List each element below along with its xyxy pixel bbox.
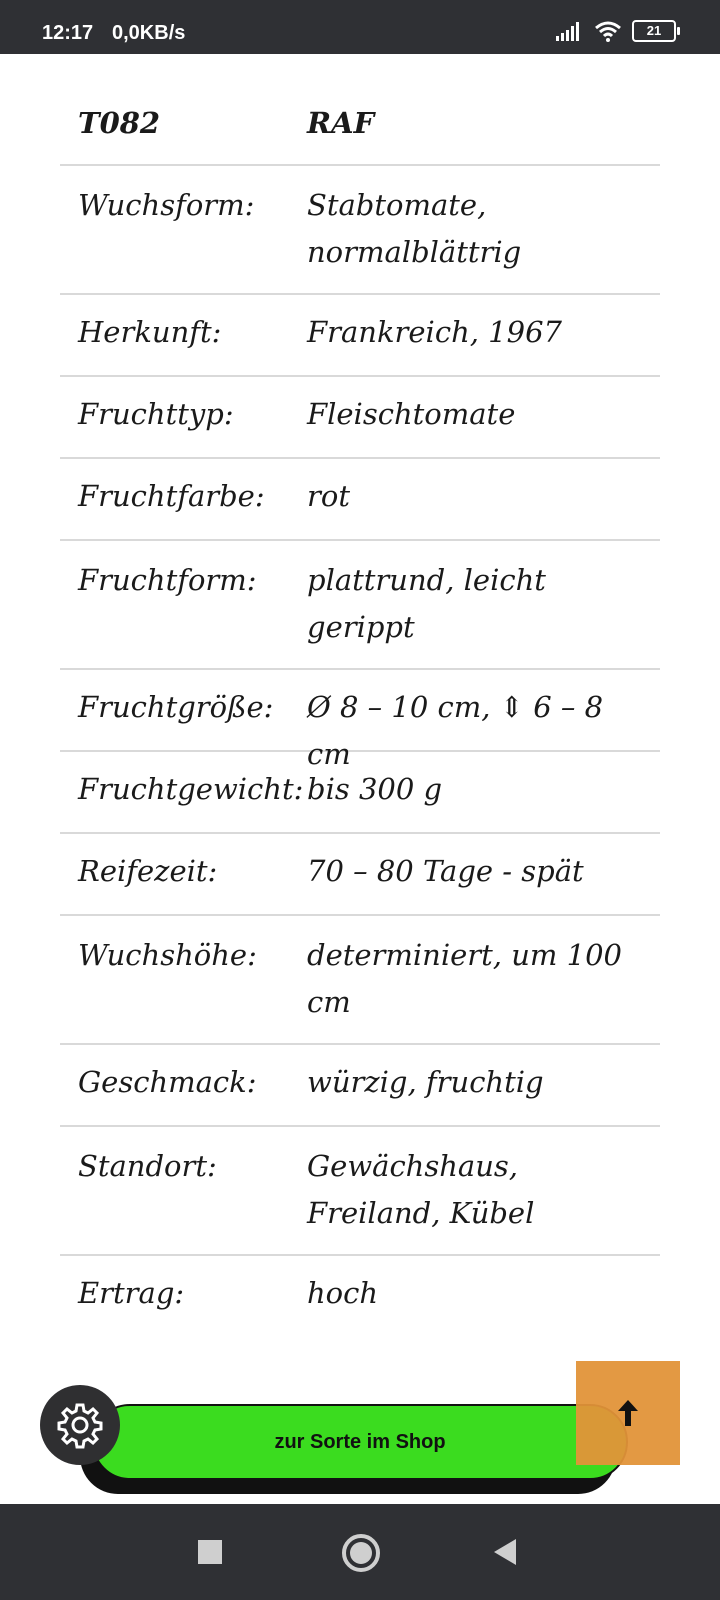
row-label: Wuchshöhe:	[78, 938, 257, 972]
table-header-row	[60, 82, 660, 166]
settings-button[interactable]	[40, 1385, 120, 1465]
table-row	[60, 1256, 660, 1338]
status-icons	[556, 20, 676, 42]
row-value: bis 300 g	[307, 772, 443, 806]
wifi-icon	[594, 20, 622, 42]
row-label: Herkunft:	[78, 315, 222, 349]
row-value: hoch	[307, 1276, 379, 1310]
row-label: Reifezeit:	[78, 854, 218, 888]
table-row	[60, 295, 660, 377]
gear-icon	[56, 1401, 104, 1449]
status-network-speed: 0,0KB/s	[112, 22, 186, 44]
arrow-up-icon	[614, 1398, 642, 1428]
table-row	[60, 541, 660, 670]
row-value: Frankreich, 1967	[307, 315, 562, 349]
row-label: Fruchtform:	[78, 563, 257, 597]
home-button[interactable]	[342, 1534, 380, 1572]
table-row	[60, 670, 660, 771]
row-label: Fruchtgewicht:	[78, 772, 304, 806]
system-navigation-bar	[0, 1504, 720, 1600]
shop-button[interactable]: zur Sorte im Shop	[92, 1404, 628, 1480]
row-value: determiniert, um 100 cm	[307, 938, 622, 1019]
row-label: Fruchttyp:	[78, 397, 234, 431]
row-value: Fleischtomate	[307, 397, 516, 431]
variety-name: RAF	[307, 106, 375, 140]
recent-apps-button[interactable]	[198, 1540, 222, 1564]
row-label: Fruchtgröße:	[78, 690, 274, 724]
variety-code: T082	[78, 106, 161, 140]
row-label: Ertrag:	[78, 1276, 185, 1310]
row-value: Stabtomate, normalblättrig	[307, 188, 522, 269]
status-bar	[0, 0, 720, 54]
status-time: 12:17	[42, 22, 94, 44]
table-row	[60, 1127, 660, 1256]
row-value: Gewächshaus, Freiland, Kübel	[307, 1149, 535, 1230]
row-label: Standort:	[78, 1149, 217, 1183]
row-value: würzig, fruchtig	[307, 1065, 544, 1099]
variety-spec-table	[60, 82, 660, 1338]
table-row	[60, 834, 660, 916]
table-row	[60, 166, 660, 295]
row-value: Ø 8 – 10 cm, ⇕ 6 – 8 cm	[307, 690, 604, 771]
row-value: plattrund, leicht gerippt	[307, 563, 546, 644]
table-row	[60, 377, 660, 459]
table-row	[60, 916, 660, 1045]
battery-icon: 21	[632, 20, 676, 42]
row-label: Geschmack:	[78, 1065, 257, 1099]
table-row	[60, 1045, 660, 1127]
row-label: Wuchsform:	[78, 188, 255, 222]
row-label: Fruchtfarbe:	[78, 479, 265, 513]
table-row	[60, 459, 660, 541]
back-button[interactable]	[494, 1539, 516, 1565]
table-row	[60, 752, 660, 834]
row-value: rot	[307, 479, 350, 513]
signal-icon	[556, 21, 584, 41]
scroll-to-top-button[interactable]	[576, 1361, 680, 1465]
row-value: 70 – 80 Tage - spät	[307, 854, 584, 888]
